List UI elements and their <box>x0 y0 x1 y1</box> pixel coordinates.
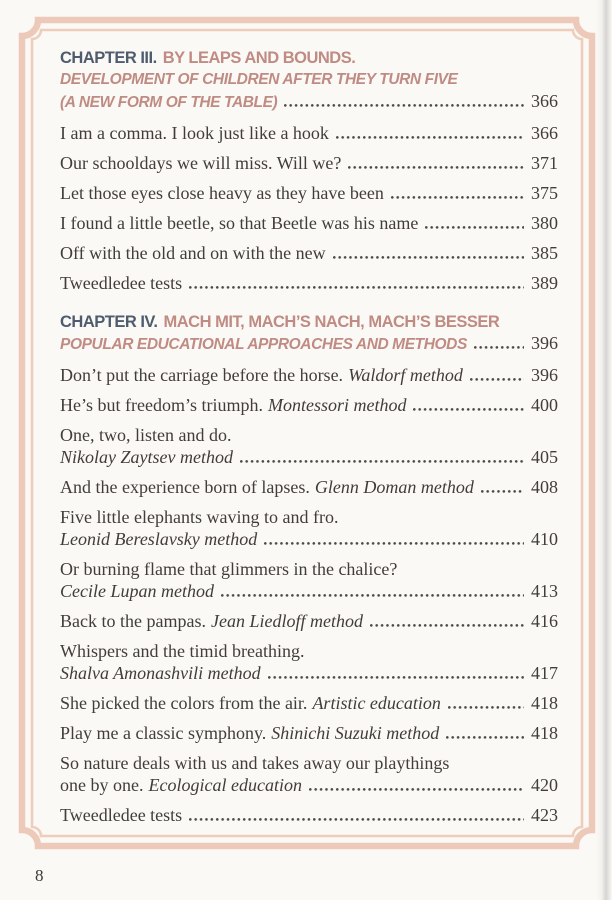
toc-entry <box>60 722 558 744</box>
chapter-subtitle-row <box>60 91 558 114</box>
page-ref: 405 <box>531 447 558 467</box>
toc-entry <box>60 242 558 264</box>
page-ref: 385 <box>531 243 558 263</box>
dot-leader <box>470 378 524 381</box>
dot-leader <box>474 346 524 349</box>
entry-title-continued: one by one. <box>60 775 144 795</box>
entry-title: Play me a classic symphony. <box>60 723 267 743</box>
toc-entry <box>60 394 558 416</box>
dot-leader <box>221 594 524 597</box>
method-name: Shalva Amonashvili method <box>60 663 261 683</box>
toc-entry <box>60 182 558 204</box>
dot-leader <box>240 460 524 463</box>
chapter-label: CHAPTER III. <box>60 49 157 67</box>
entry-title: One, two, listen and do. <box>60 425 232 445</box>
entry-title: Five little elephants waving to and fro. <box>60 507 339 527</box>
entry-title: Or burning flame that glimmers in the chalice? <box>60 559 398 579</box>
chapter-title: MACH MIT, MACH’S NACH, MACH’S BESSER <box>163 313 500 331</box>
page-number: 8 <box>35 866 44 885</box>
dot-leader <box>309 788 524 791</box>
chapter-heading <box>60 311 558 333</box>
chapter-iii-section <box>60 47 558 294</box>
page-ref: 396 <box>531 365 558 385</box>
toc-entry <box>60 272 558 294</box>
entry-second-line <box>60 662 558 684</box>
entry-title: Tweedledee tests <box>60 805 183 825</box>
toc-entry <box>60 152 558 174</box>
dot-leader <box>446 736 524 739</box>
page-ref: 375 <box>531 183 558 203</box>
dot-leader <box>333 256 524 259</box>
entry-second-line <box>60 774 558 796</box>
entry-title: I am a comma. I look just like a hook <box>60 123 329 143</box>
page-ref: 420 <box>531 775 558 795</box>
chapter-heading <box>60 47 558 69</box>
method-name: Montessori method <box>267 395 407 415</box>
entry-title: So nature deals with us and takes away our playthings <box>60 753 450 773</box>
method-name: Nikolay Zaytsev method <box>60 447 233 467</box>
page-ref: 396 <box>531 333 558 353</box>
chapter-label: CHAPTER IV. <box>60 313 158 331</box>
page-ref: 418 <box>531 693 558 713</box>
toc-entry <box>60 476 558 498</box>
method-name: Glenn Doman method <box>314 477 474 497</box>
page-ref: 389 <box>531 273 558 293</box>
toc-entry <box>60 212 558 234</box>
page-edge-shadow <box>596 0 612 900</box>
toc-entry <box>60 692 558 714</box>
chapter-title: BY LEAPS AND BOUNDS. <box>162 49 356 67</box>
entry-title: Let those eyes close heavy as they have been <box>60 183 384 203</box>
dot-leader <box>370 624 524 627</box>
method-name: Artistic education <box>312 693 441 713</box>
page-ref: 408 <box>531 477 558 497</box>
entry-title: I found a little beetle, so that Beetle was his name <box>60 213 419 233</box>
entry-second-line <box>60 580 558 602</box>
dot-leader <box>391 196 524 199</box>
dot-leader <box>268 676 524 679</box>
method-name: Jean Liedloff method <box>210 611 363 631</box>
toc-entry <box>60 558 558 602</box>
chapter-iv-section <box>60 311 558 826</box>
entry-title: And the experience born of lapses. <box>60 477 310 497</box>
dot-leader <box>425 226 524 229</box>
page-ref: 416 <box>531 611 558 631</box>
dot-leader <box>189 286 524 289</box>
page-ref: 366 <box>531 123 558 143</box>
page-ref: 366 <box>531 91 558 111</box>
page-ref: 423 <box>531 805 558 825</box>
method-name: Waldorf method <box>348 365 463 385</box>
table-of-contents <box>60 47 558 826</box>
entry-title: Our schooldays we will miss. Will we? <box>60 153 342 173</box>
toc-entry <box>60 640 558 684</box>
dot-leader <box>264 542 524 545</box>
toc-entry <box>60 364 558 386</box>
page-ref: 413 <box>531 581 558 601</box>
dot-leader <box>189 818 524 821</box>
toc-entry <box>60 752 558 796</box>
page-ref: 410 <box>531 529 558 549</box>
page-ref: 371 <box>531 153 558 173</box>
entry-title: She picked the colors from the air. <box>60 693 308 713</box>
page-ref: 417 <box>531 663 558 683</box>
chapter-subtitle-row <box>60 333 558 356</box>
entry-title: Whispers and the timid breathing. <box>60 641 305 661</box>
dot-leader <box>413 408 524 411</box>
dot-leader <box>448 706 524 709</box>
toc-entry <box>60 122 558 144</box>
method-name: Shinichi Suzuki method <box>271 723 440 743</box>
entry-second-line <box>60 446 558 468</box>
entry-title: Tweedledee tests <box>60 273 183 293</box>
toc-entry <box>60 506 558 550</box>
page-ref: 418 <box>531 723 558 743</box>
toc-entry <box>60 804 558 826</box>
entry-title: Don’t put the carriage before the horse. <box>60 365 344 385</box>
dot-leader <box>336 136 524 139</box>
method-name: Ecological education <box>148 775 302 795</box>
entry-second-line <box>60 528 558 550</box>
chapter-subtitle-line1: POPULAR EDUCATIONAL APPROACHES AND METHODS <box>60 336 467 353</box>
dot-leader <box>481 490 524 493</box>
entry-title: Back to the pampas. <box>60 611 206 631</box>
page-ref: 400 <box>531 395 558 415</box>
entry-title: Off with the old and on with the new <box>60 243 326 263</box>
dot-leader <box>348 166 524 169</box>
chapter-subtitle-line1: DEVELOPMENT OF CHILDREN AFTER THEY TURN FIVE <box>60 71 458 88</box>
method-name: Cecile Lupan method <box>60 581 214 601</box>
entry-title: He’s but freedom’s triumph. <box>60 395 263 415</box>
toc-entry <box>60 424 558 468</box>
dot-leader <box>284 104 524 107</box>
chapter-subtitle-line2: (A NEW FORM OF THE TABLE) <box>60 94 278 111</box>
toc-entry <box>60 610 558 632</box>
page-ref: 380 <box>531 213 558 233</box>
method-name: Leonid Bereslavsky method <box>60 529 258 549</box>
